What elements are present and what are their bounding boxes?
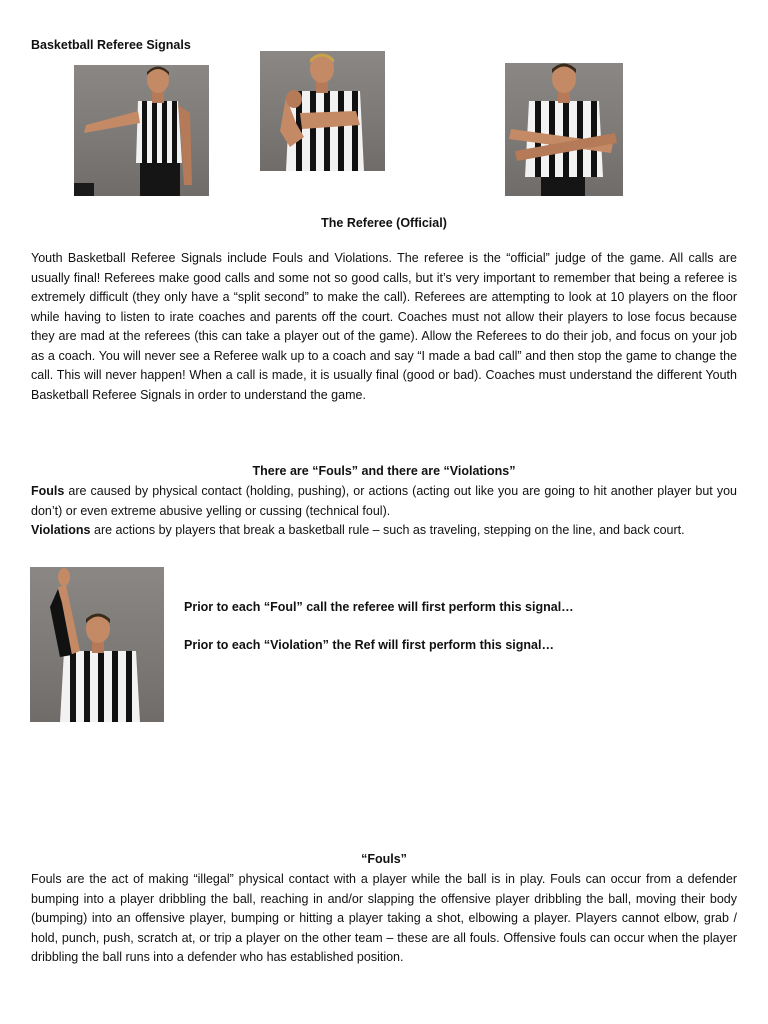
referee-photo-arms-crossed [505, 63, 623, 196]
referee-heading: The Referee (Official) [321, 216, 447, 230]
referee-photo-arm-raised [30, 567, 164, 722]
document-title: Basketball Referee Signals [31, 38, 191, 52]
fouls-violations-heading: There are “Fouls” and there are “Violations” [252, 464, 516, 478]
violations-definition-text: are actions by players that break a basketball rule – such as traveling, stepping on the line, and back court. [90, 523, 685, 537]
fouls-term: Fouls [31, 484, 65, 498]
violations-definition [31, 521, 737, 541]
foul-signal-caption: Prior to each “Foul” call the referee will first perform this signal… [184, 600, 574, 614]
violation-signal-caption: Prior to each “Violation” the Ref will first perform this signal… [184, 638, 554, 652]
intro-paragraph: Youth Basketball Referee Signals include Fouls and Violations. The referee is the “official” judge of the game. All calls are usually final! Referees make good calls and some not so good calls, but it’s very important to remember that being a referee is extremely difficult (they only have a “split second” to make the call). Referees are attempting to look at 10 players on the floor while having to listen to irate coaches and parents off the court. Coaches must not allow their players to lose focus because they are mad at the referees (this can take a player out of the game). Allow the Referees to do their job, and focus on your job as a coach. You will never see a Referee walk up to a coach and say “I made a bad call” and then stop the game to change the call. This will never happen! When a call is made, it is usually final (good or bad). Coaches must understand the different Youth Basketball Referee Signals in order to understand the game. [31, 251, 737, 402]
fouls-heading: “Fouls” [361, 852, 407, 866]
referee-photo-arm-extended [74, 65, 209, 196]
fouls-definition [31, 482, 737, 521]
violations-term: Violations [31, 523, 91, 537]
referee-photo-fist-chest [260, 51, 385, 171]
fouls-body-paragraph: Fouls are the act of making “illegal” physical contact with a player while the ball is in play. Fouls can occur from a defender bumping into a player dribbling the ball, reaching in and/or slapping the offensive player dribbling the ball, moving their body (bumping) into an offensive player, bumping or hitting a player taking a shot, elbowing a player. Players cannot elbow, grab / hold, punch, push, scratch at, or trip a player on the other team – these are all fouls. Offensive fouls can occur when the player dribbling the ball runs into a defender who has established position. [31, 872, 737, 964]
fouls-definition-text: are caused by physical contact (holding, pushing), or actions (acting out like you are going to hit another player but you don’t) or even extreme abusive yelling or cussing (technical foul). [31, 484, 737, 518]
